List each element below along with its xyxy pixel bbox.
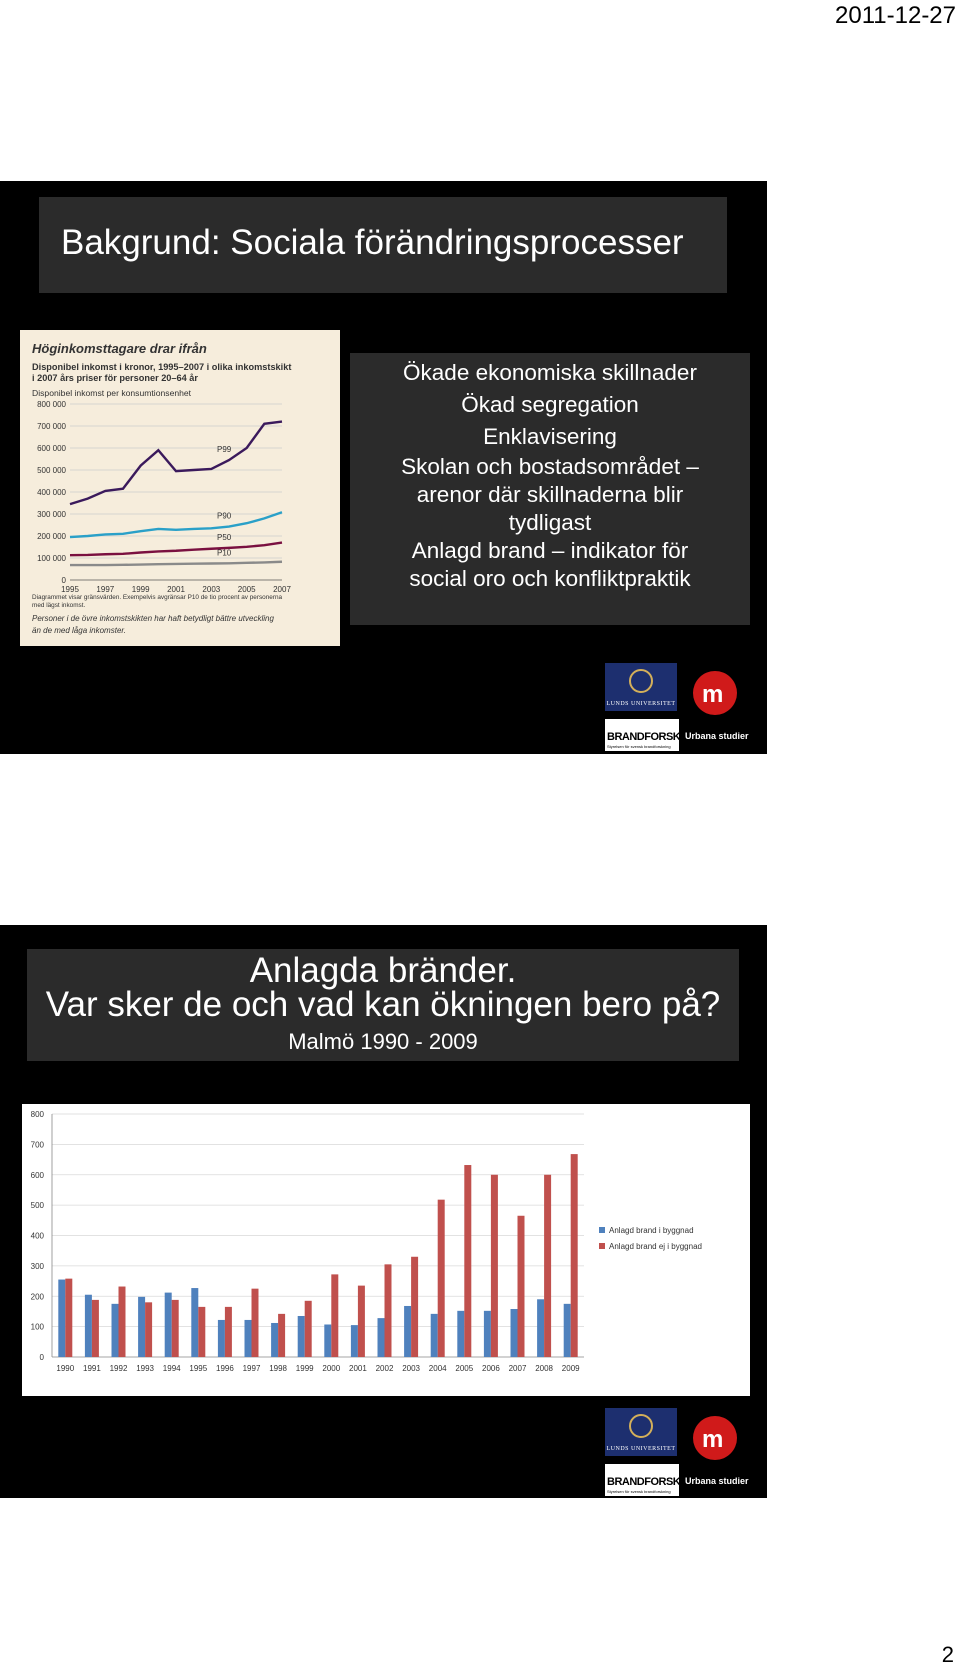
income-x-tick-label: 1999 xyxy=(131,585,150,594)
fires-x-tick-label: 1991 xyxy=(83,1364,101,1373)
fires-x-tick-label: 1992 xyxy=(109,1364,128,1373)
lund-seal-icon xyxy=(629,669,653,693)
bar-brand-ej-i-byggnad xyxy=(518,1216,525,1357)
bullet-2: Ökad segregation xyxy=(461,392,639,417)
income-chart xyxy=(20,330,340,646)
bar-brand-ej-i-byggnad xyxy=(571,1154,578,1357)
income-series-label-p99: P99 xyxy=(217,445,232,455)
fires-x-tick-label: 1997 xyxy=(242,1364,261,1373)
bar-brand-i-byggnad xyxy=(511,1309,518,1357)
brandforsk-logo-sub: Styrelsen för svensk brandforskning xyxy=(607,1489,671,1494)
malmo-m-logo xyxy=(693,1416,737,1460)
bar-brand-ej-i-byggnad xyxy=(544,1175,551,1357)
income-y-tick-label: 300 000 xyxy=(37,510,66,519)
fires-x-tick-label: 2005 xyxy=(455,1364,474,1373)
income-y-tick-label: 200 000 xyxy=(37,532,66,541)
fires-x-tick-label: 2008 xyxy=(535,1364,553,1373)
fires-y-tick-label: 600 xyxy=(30,1170,44,1180)
bullet-4-line-1: Skolan och bostadsområdet – xyxy=(401,454,699,479)
income-chart-title: Höginkomsttagare drar ifrån xyxy=(32,341,207,356)
fires-chart-figure xyxy=(22,1104,750,1396)
income-x-tick-label: 2001 xyxy=(167,585,185,594)
lund-seal-icon xyxy=(629,1414,653,1438)
income-series-line-p90 xyxy=(70,512,282,537)
slide-1-title-box xyxy=(39,197,727,293)
fires-x-tick-label: 1990 xyxy=(56,1364,75,1373)
urbana-studier-logo: Urbana studier xyxy=(685,731,749,741)
fires-legend xyxy=(599,1226,702,1251)
bar-brand-ej-i-byggnad xyxy=(65,1279,72,1357)
fires-x-tick-label: 2001 xyxy=(349,1364,367,1373)
bar-brand-ej-i-byggnad xyxy=(225,1307,232,1357)
bar-brand-ej-i-byggnad xyxy=(438,1200,445,1357)
brandforsk-logo-text: BRANDFORSK xyxy=(607,731,681,743)
income-series-label-p50: P50 xyxy=(217,532,232,542)
bar-brand-i-byggnad xyxy=(537,1299,544,1357)
income-series-line-p10 xyxy=(70,562,282,565)
fires-x-tick-label: 1998 xyxy=(269,1364,287,1373)
income-x-tick-label: 1997 xyxy=(96,585,115,594)
fires-y-tick-label: 500 xyxy=(30,1201,44,1211)
slide-2-title-box xyxy=(27,949,739,1061)
income-y-tick-label: 0 xyxy=(61,576,66,585)
lund-logo-text: LUNDS UNIVERSITET xyxy=(606,701,676,707)
bar-brand-ej-i-byggnad xyxy=(172,1300,179,1357)
slide-1-bullets xyxy=(350,353,750,625)
bar-brand-i-byggnad xyxy=(324,1324,331,1357)
income-x-tick-label: 1995 xyxy=(61,585,79,594)
bullet-4-line-3: tydligast xyxy=(508,510,592,535)
bar-brand-ej-i-byggnad xyxy=(145,1302,152,1357)
brandforsk-logo xyxy=(605,1464,679,1496)
bullet-4-line-2: arenor där skillnaderna blir xyxy=(416,482,684,507)
income-chart-subtitle-2: i 2007 års priser för personer 20–64 år xyxy=(32,373,198,383)
fires-x-tick-label: 2007 xyxy=(508,1364,527,1373)
bar-brand-i-byggnad xyxy=(112,1304,119,1357)
income-plot-area xyxy=(37,400,291,594)
bar-brand-i-byggnad xyxy=(378,1318,385,1357)
income-x-tick-label: 2007 xyxy=(273,585,291,594)
income-x-tick-label: 2005 xyxy=(237,585,256,594)
fires-x-tick-label: 1996 xyxy=(216,1364,234,1373)
income-chart-ylabel: Disponibel inkomst per konsumtionsenhet xyxy=(32,388,192,398)
income-y-tick-label: 400 000 xyxy=(37,488,66,497)
malmo-m-logo xyxy=(693,671,737,715)
brandforsk-logo-sub: Styrelsen för svensk brandforskning xyxy=(607,744,671,749)
bar-brand-i-byggnad xyxy=(271,1323,278,1357)
fires-x-tick-label: 2003 xyxy=(402,1364,420,1373)
fires-y-tick-label: 200 xyxy=(30,1292,44,1302)
fires-x-tick-label: 1995 xyxy=(189,1364,208,1373)
bar-brand-ej-i-byggnad xyxy=(491,1175,498,1357)
income-y-tick-label: 100 000 xyxy=(37,554,66,563)
income-series-label-p10: P10 xyxy=(217,548,232,558)
brandforsk-logo-text: BRANDFORSK xyxy=(607,1476,681,1488)
bar-brand-i-byggnad xyxy=(298,1316,305,1357)
bar-brand-ej-i-byggnad xyxy=(278,1314,285,1357)
bar-brand-i-byggnad xyxy=(484,1311,491,1357)
slide-2-subtitle: Malmö 1990 - 2009 xyxy=(288,1029,478,1054)
page-number: 2 xyxy=(941,1642,954,1667)
bar-brand-ej-i-byggnad xyxy=(411,1257,418,1357)
bar-brand-i-byggnad xyxy=(218,1320,225,1357)
bar-brand-ej-i-byggnad xyxy=(119,1287,126,1357)
bar-brand-i-byggnad xyxy=(245,1320,252,1357)
income-y-tick-label: 500 000 xyxy=(37,466,66,475)
bar-brand-i-byggnad xyxy=(58,1280,65,1357)
lund-university-logo xyxy=(605,1408,677,1456)
bar-brand-ej-i-byggnad xyxy=(92,1300,99,1357)
fires-y-tick-label: 700 xyxy=(30,1140,44,1150)
fires-x-tick-label: 2002 xyxy=(375,1364,394,1373)
bar-brand-ej-i-byggnad xyxy=(385,1264,392,1357)
brandforsk-logo xyxy=(605,719,679,751)
legend-swatch xyxy=(599,1243,605,1249)
bar-brand-i-byggnad xyxy=(564,1304,571,1357)
fires-y-tick-label: 0 xyxy=(39,1353,44,1362)
fires-x-tick-label: 2006 xyxy=(482,1364,500,1373)
bar-brand-i-byggnad xyxy=(404,1306,411,1357)
bar-brand-ej-i-byggnad xyxy=(305,1301,312,1357)
slide-2-title-line-2: Var sker de och vad kan ökningen bero på? xyxy=(45,985,721,1024)
fires-x-tick-label: 2004 xyxy=(428,1364,447,1373)
bullet-3: Enklavisering xyxy=(483,424,617,449)
income-chart-figure xyxy=(20,330,340,646)
income-chart-note-2: med lägst inkomst. xyxy=(32,602,86,609)
income-x-tick-label: 2003 xyxy=(202,585,221,594)
fires-x-tick-label: 2000 xyxy=(322,1364,341,1373)
bullet-1: Ökade ekonomiska skillnader xyxy=(403,360,697,385)
bullet-5-line-2: social oro och konfliktpraktik xyxy=(409,566,691,591)
income-chart-note-4: än de med låga inkomster. xyxy=(32,626,126,635)
income-chart-subtitle-1: Disponibel inkomst i kronor, 1995–2007 i olika inkomstskikt xyxy=(32,362,292,372)
fires-y-tick-label: 400 xyxy=(30,1231,44,1241)
lund-university-logo xyxy=(605,663,677,711)
bar-brand-i-byggnad xyxy=(85,1295,92,1357)
fires-x-tick-label: 1999 xyxy=(295,1364,314,1373)
bar-brand-i-byggnad xyxy=(138,1297,145,1357)
fires-y-tick-label: 300 xyxy=(30,1261,44,1271)
income-chart-note-1: Diagrammet visar gränsvärden. Exempelvis avgränsar P10 de tio procent av personerna xyxy=(32,594,283,601)
income-series-label-p90: P90 xyxy=(217,511,232,521)
income-y-tick-label: 800 000 xyxy=(37,400,66,409)
slide-2-title-line-1: Anlagda bränder. xyxy=(249,951,517,990)
income-chart-note-3: Personer i de övre inkomstskikten har haft betydligt bättre utveckling xyxy=(32,614,274,623)
legend-label: Anlagd brand ej i byggnad xyxy=(609,1242,702,1251)
bar-brand-i-byggnad xyxy=(351,1325,358,1357)
urbana-studier-logo: Urbana studier xyxy=(685,1476,749,1486)
income-series-line-p50 xyxy=(70,543,282,556)
legend-swatch xyxy=(599,1227,605,1233)
bar-brand-ej-i-byggnad xyxy=(464,1165,471,1357)
fires-x-tick-label: 1994 xyxy=(162,1364,181,1373)
bar-brand-ej-i-byggnad xyxy=(198,1307,205,1357)
fires-chart xyxy=(22,1104,750,1396)
slide-1-title: Bakgrund: Sociala förändringsprocesser xyxy=(61,223,684,262)
page-date: 2011-12-27 xyxy=(835,2,956,29)
slide-1 xyxy=(0,181,767,754)
fires-x-tick-label: 2009 xyxy=(561,1364,580,1373)
fires-y-tick-label: 800 xyxy=(30,1110,44,1119)
malmo-m-icon: m xyxy=(702,1426,724,1453)
bar-brand-i-byggnad xyxy=(191,1288,198,1357)
bar-brand-i-byggnad xyxy=(457,1311,464,1357)
fires-x-tick-label: 1993 xyxy=(136,1364,154,1373)
fires-y-tick-label: 100 xyxy=(30,1322,44,1332)
legend-label: Anlagd brand i byggnad xyxy=(609,1226,694,1235)
bar-brand-ej-i-byggnad xyxy=(358,1286,365,1357)
bar-brand-ej-i-byggnad xyxy=(252,1289,259,1357)
malmo-m-icon: m xyxy=(702,681,724,708)
income-y-tick-label: 600 000 xyxy=(37,444,66,453)
bullet-5-line-1: Anlagd brand – indikator för xyxy=(411,538,689,563)
bar-brand-i-byggnad xyxy=(431,1314,438,1357)
lund-logo-text: LUNDS UNIVERSITET xyxy=(606,1446,676,1452)
bar-brand-ej-i-byggnad xyxy=(331,1274,338,1357)
bar-brand-i-byggnad xyxy=(165,1293,172,1357)
slide-2 xyxy=(0,925,767,1498)
income-y-tick-label: 700 000 xyxy=(37,422,66,431)
